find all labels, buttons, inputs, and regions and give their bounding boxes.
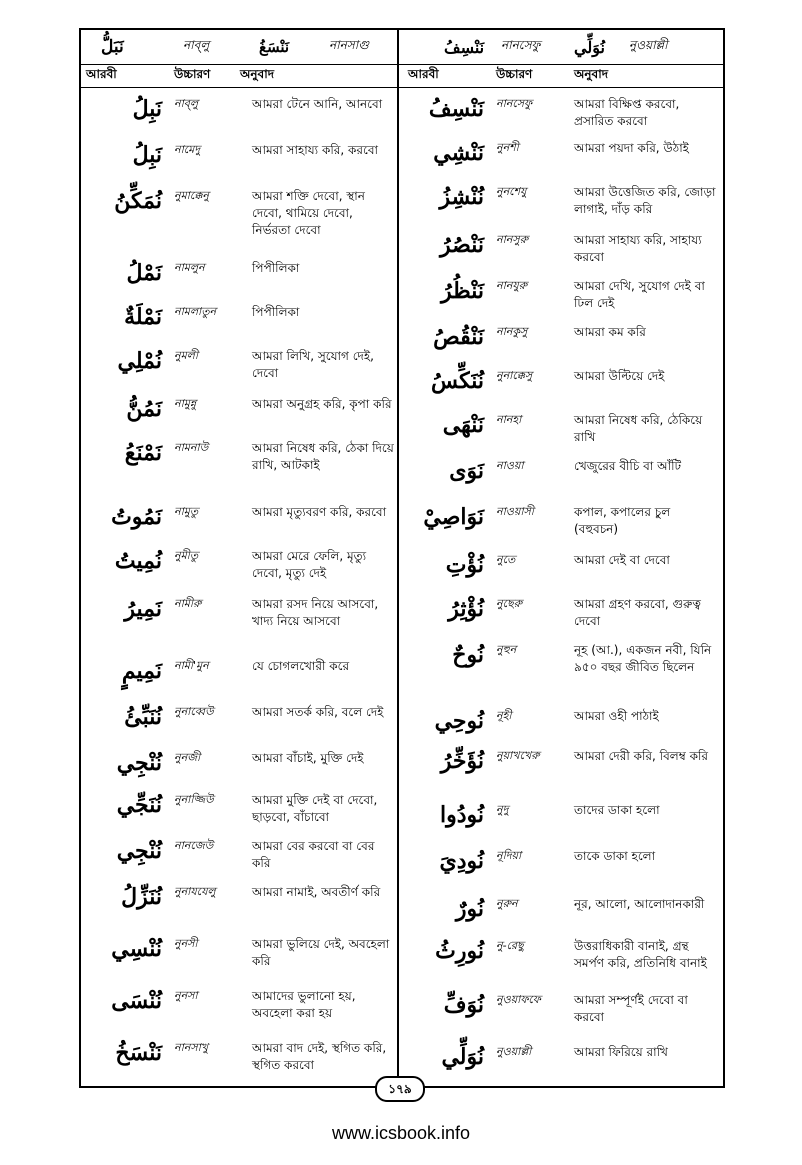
entry-arabic: نُمْلِي [117,348,162,374]
entry-meaning: আমরা কম করি [574,325,646,339]
header-right-pron1: নানসেফু [501,38,541,52]
entry-pron: নুওয়াল্লী [496,1045,532,1058]
entry-pron: নুমীতু [174,549,199,562]
website-footer: www.icsbook.info [331,1123,471,1143]
entry-arabic: نُنَبِّئُ [124,704,162,730]
entry-pron: নুনশী [496,141,519,154]
entry-meaning: উত্তরাধিকারী বানাই, গ্রন্থ সমর্পণ করি, প্রতিনিধি বানাই [574,939,707,970]
entry-meaning: আমরা রসদ নিয়ে আসবো, খাদ্য নিয়ে আসবো [252,597,379,628]
entry-pron: নুনজী [174,751,201,764]
entry-pron: নুনাব্বেউ [174,705,214,718]
entry-meaning: আমরা ভুলিয়ে দেই, অবহেলা করি [252,937,390,968]
entry-arabic: نَمْنَعُ [124,440,162,466]
entry-arabic: نُنْسَى [111,988,162,1014]
entry-meaning: আমরা উত্তেজিত করি, জোড়া লাগাই, দাঁড় করি [574,185,716,216]
entry-pron: নামনাউ [174,441,209,454]
entry-pron: নূদিয়া [496,849,522,862]
entry-arabic: نَوَاصِيْ [423,504,484,530]
column-divider [397,28,399,1088]
entry-meaning: নূর, আলো, আলোদানকারী [574,897,705,911]
entry-arabic: نُوحٌ [452,642,484,668]
entry-pron: নামী'মুন [174,659,209,672]
entry-meaning: খেজুরের বীচি বা আঁটি [574,459,682,473]
entry-pron: নু-রেছু [496,939,524,952]
entry-meaning: আমরা অনুগ্রহ করি, কৃপা করি [252,397,392,411]
entry-arabic: نُورٌ [455,896,484,922]
entry-meaning: আমরা ওহী পাঠাই [574,709,659,723]
entry-pron: নুনশেযু [496,185,527,198]
entry-arabic: نَنْقُصُ [433,324,484,350]
entry-pron: নাওয়াসী [496,505,534,518]
entry-arabic: نَبِلُ [132,96,162,122]
entry-meaning: আমরা দেই বা দেবো [574,553,670,567]
entry-arabic: نَوَى [449,458,484,484]
entry-meaning: কপাল, কপালের চুল (বহুবচন) [574,505,671,536]
entry-arabic: نَمْلَةٌ [124,304,162,330]
entry-arabic: نُنَجِّي [116,792,162,818]
entry-arabic: نَنْظُرُ [441,278,484,304]
entry-pron: নুমাক্কেনু [174,189,209,202]
entry-arabic: نُنْشِزُ [439,184,484,210]
colhead-rule [79,87,725,88]
header-right-pron2: নুওয়াল্লী [629,38,668,52]
entry-pron: নুনসা [174,989,198,1002]
entry-pron: নুতে [496,553,516,566]
entry-meaning: আমরা মুক্তি দেই বা দেবো, ছাড়বো, বাঁচাবো [252,793,378,824]
entry-pron: নামুতু [174,505,199,518]
entry-meaning: আমরা সাহায্য করি, সাহায্য করবো [574,233,702,264]
header-mid-pron: নানসাগু [329,38,369,52]
left-colhead-arabic: আরবী [86,67,117,81]
right-colhead-meaning: অনুবাদ [574,67,609,81]
entry-arabic: نُؤْثِرُ [448,596,484,622]
entry-arabic: نُنْجِي [116,838,162,864]
entry-meaning: আমরা উল্টিয়ে দেই [574,369,665,383]
entry-pron: নুহুন [496,643,517,656]
header-rule [79,64,725,65]
left-colhead-pron: উচ্চারণ [174,67,211,81]
entry-meaning: আমরা দেরী করি, বিলম্ব করি [574,749,709,763]
header-left-arabic: نَبَلُّ [101,37,124,57]
entry-meaning: আমরা মেরে ফেলি, মৃত্যু দেবো, মৃত্যু দেই [252,549,367,580]
entry-arabic: نُمِيتُ [114,548,162,574]
top-header [79,30,725,64]
entry-pron: নুরুন [496,897,518,910]
entry-meaning: আমরা নিষেধ করি, ঠেকিয়ে রাখি [574,413,703,444]
right-colhead-arabic: আরবী [408,67,439,81]
entry-meaning: আমরা পয়দা করি, উঠাই [574,141,689,155]
entry-arabic: نَمُوتُ [111,504,162,530]
entry-meaning: আমরা বাঁচাই, মুক্তি দেই [252,751,364,765]
header-left-pron: নাব্‌লু [183,38,210,52]
entry-arabic: نَمِيرُ [124,596,162,622]
entry-arabic: نَنْسَخُ [115,1040,162,1066]
entry-meaning: আমরা সম্পূর্ণই দেবো বা করবো [574,993,688,1024]
entry-pron: নামলাতুন [174,305,217,318]
entry-arabic: نَنْصُرُ [440,232,484,258]
entry-meaning: আমরা শক্তি দেবো, স্থান দেবো, থামিয়ে দেবো, নির্ভরতা দেবো [252,189,365,237]
entry-arabic: نَنْهَى [442,412,484,438]
entry-arabic: نَمْلُ [126,260,162,286]
entry-meaning: তাকে ডাকা হলো [574,849,656,863]
entry-arabic: نَمُنُّ [126,396,162,422]
entry-meaning: আমরা সাহায্য করি, করবো [252,143,378,157]
entry-pron: নাওয়া [496,459,524,472]
entry-arabic: نَبِلُ [132,142,162,168]
entry-arabic: نُؤْتِ [445,552,484,578]
entry-meaning: আমরা দেখি, সুযোগ দেই বা ঢিল দেই [574,279,705,310]
entry-meaning: আমরা বের করবো বা বের করি [252,839,375,870]
entry-meaning: তাদের ডাকা হলো [574,803,660,817]
entry-arabic: نُنْجِي [116,750,162,776]
entry-pron: নামলুন [174,261,205,274]
entry-arabic: نُورِثُ [435,938,484,964]
entry-meaning: আমরা টেনে আনি, আনবো [252,97,383,111]
entry-pron: নানযুরু [496,279,528,292]
entry-meaning: আমরা মৃত্যুবরণ করি, করবো [252,505,387,519]
entry-pron: নানজেউ [174,839,214,852]
entry-meaning: আমাদের ভুলানো হয়, অবহেলা করা হয় [252,989,356,1020]
entry-arabic: نُوحِي [434,708,484,734]
entry-pron: নামুন্নু [174,397,197,410]
entry-pron: নুনাক্কেসু [496,369,533,382]
header-right-arabic1: نَنْسِفُ [444,37,485,57]
entry-arabic: نُوَفِّ [443,992,484,1018]
entry-arabic: نَمِيمٍ [121,658,162,684]
entry-arabic: نَنْشِي [433,140,484,166]
entry-arabic: نَنْسِفُ [428,96,484,122]
entry-meaning: পিপীলিকা [252,305,300,319]
entry-meaning: আমরা লিখি, সুযোগ দেই, দেবো [252,349,374,380]
entry-pron: নানকুসু [496,325,528,338]
entry-pron: নানসেফু [496,97,533,110]
entry-arabic: نُنَزِّلُ [121,884,162,910]
entry-arabic: نُنْسِي [111,936,162,962]
entry-arabic: نُنَكِّسُ [431,368,484,394]
left-colhead-meaning: অনুবাদ [240,67,275,81]
entry-arabic: نُوَلِّي [441,1044,484,1070]
entry-arabic: نُودِيَ [439,848,484,874]
header-mid-arabic: نَنْسَغُ [259,38,290,56]
page-number: ১৭৯ [375,1076,425,1102]
entry-pron: নানহা [496,413,522,426]
entry-arabic: نُودُوا [439,802,484,828]
entry-meaning: আমরা নামাই, অবতীর্ণ করি [252,885,381,899]
entry-meaning: পিপীলিকা [252,261,300,275]
right-colhead-pron: উচ্চারণ [496,67,533,81]
entry-pron: নুনাযযেলু [174,885,216,898]
entry-meaning: আমরা সতর্ক করি, বলে দেই [252,705,384,719]
entry-meaning: আমরা ফিরিয়ে রাখি [574,1045,668,1059]
entry-arabic: نُمَكِّنُ [114,188,162,214]
entry-pron: নুয়াখখেরু [496,749,540,762]
entry-pron: নুওয়াফফে [496,993,541,1006]
entry-meaning: নূহ (আ.), একজন নবী, যিনি ৯৫০ বছর জীবিত ছিলেন [574,643,712,674]
entry-pron: নুদু [496,803,509,816]
entry-arabic: نُؤَخِّرُ [440,748,484,774]
entry-pron: নাব্‌লু [174,97,199,110]
entry-meaning: আমরা বিক্ষিপ্ত করবো, প্রসারিত করবো [574,97,680,128]
entry-meaning: যে চোগলখোরী করে [252,659,350,673]
header-right-arabic2: نُوَلِّي [574,37,605,57]
entry-pron: নুনাজ্জিউ [174,793,214,806]
entry-pron: নূহী [496,709,512,722]
entry-pron: নানসাখু [174,1041,209,1054]
entry-pron: নুমলী [174,349,199,362]
entry-pron: নুছেরু [496,597,523,610]
entry-pron: নামীরু [174,597,202,610]
entry-meaning: আমরা গ্রহণ করবো, গুরুত্ব দেবো [574,597,701,628]
entry-meaning: আমরা নিষেধ করি, ঠেকা দিয়ে রাখি, আটকাই [252,441,394,472]
entry-pron: নুনসী [174,937,198,950]
entry-meaning: আমরা বাদ দেই, স্থগিত করি, স্থগিত করবো [252,1041,387,1072]
entry-pron: নানসুরু [496,233,529,246]
entry-pron: নামেদু [174,143,201,156]
